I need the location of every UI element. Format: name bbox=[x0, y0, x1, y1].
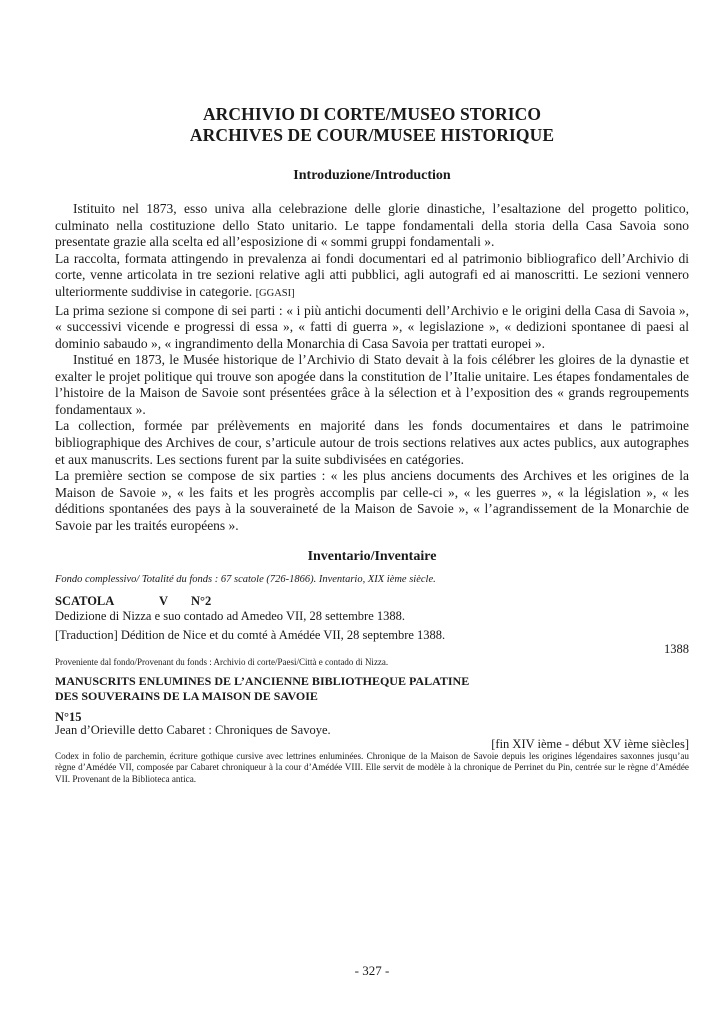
scatola-number: N°2 bbox=[191, 594, 212, 608]
scatola-header bbox=[55, 594, 211, 609]
fonds-summary: Fondo complessivo/ Totalité du fonds : 67 scatole (726-1866). Inventario, XIX ième siècle. bbox=[55, 574, 436, 585]
entry-year: 1388 bbox=[664, 642, 689, 656]
manuscript-number: N°15 bbox=[55, 710, 82, 724]
entry-french: [Traduction] Dédition de Nice et du comté à Amédée VII, 28 septembre 1388. bbox=[55, 628, 446, 642]
introduction-french bbox=[55, 352, 689, 535]
manuscript-date: [fin XIV ième - début XV ième siècles] bbox=[491, 737, 689, 751]
intro-fr-paragraph-2: La collection, formée par prélèvements en majorité dans les fonds documentaires et dans le patrimoine bibliographique des Archives de cour, s’articule autour de trois sections relatives aux actes publics, aux autographes et aux manuscrits. Les sections furent par la suite subdivisées en catégories. bbox=[55, 418, 689, 467]
entry-provenance: Proveniente dal fondo/Provenant du fonds : Archivio di corte/Paesi/Città e contado di Nizza. bbox=[55, 657, 389, 667]
scatola-label: SCATOLA bbox=[55, 594, 115, 608]
introduction-heading: Introduzione/Introduction bbox=[293, 168, 451, 183]
manuscripts-heading-line-1: MANUSCRITS ENLUMINES DE L’ANCIENNE BIBLIOTHEQUE PALATINE bbox=[55, 674, 470, 688]
intro-it-paragraph-2 bbox=[55, 251, 689, 303]
inventory-heading: Inventario/Inventaire bbox=[307, 549, 437, 564]
intro-it-paragraph-1: Istituito nel 1873, esso univa alla celebrazione delle glorie dinastiche, l’esaltazione del progetto politico, culminato nella costituzione dello Stato unitario. Le tappe fondamentali della storia della Casa Savoia sono presentate grazie alla scelta ed all’esposizione di « sommi gruppi fondamentali ». bbox=[55, 201, 689, 250]
intro-fr-paragraph-3: La première section se compose de six parties : « les plus anciens documents des Archives et les origines de la Maison de Savoie », « les faits et les progrès accomplis par celle-ci », « les guerres », « la législation », « les déditions spontanées des pays à la souveraineté de la Maison de Savoie », « l’agrandissement de la Monarchie de Savoie par les traités européens ». bbox=[55, 468, 689, 533]
introduction-italian bbox=[55, 201, 689, 352]
source-tag: [GGASI] bbox=[255, 287, 295, 299]
scatola-volume: V bbox=[159, 594, 169, 608]
manuscript-title: Jean d’Orieville detto Cabaret : Chroniques de Savoye. bbox=[55, 723, 331, 737]
intro-it-paragraph-3: La prima sezione si compone di sei parti : « i più antichi documenti dell’Archivio e le origini della Casa di Savoia », « successivi vicende e progressi di essa », « fatti di guerra », « legislazione », « dedizioni spontanee di paesi al dominio sabaudo », « ingrandimento della Monarchia di Casa Savoia per trattati europei ». bbox=[55, 302, 689, 351]
entry-italian: Dedizione di Nizza e suo contado ad Amedeo VII, 28 settembre 1388. bbox=[55, 609, 406, 623]
intro-it-paragraph-2-text: La raccolta, formata attingendo in prevalenza ai fondi documentari ed al patrimonio bibliografico dell’Archivio di corte, venne articolata in tre sezioni relative agli atti pubblici, agli autografi ed ai manoscritti. Le sezioni vennero ulteriormente suddivise in categorie. bbox=[55, 250, 689, 299]
page-number: - 327 - bbox=[354, 963, 390, 978]
page-title-french: ARCHIVES DE COUR/MUSEE HISTORIQUE bbox=[189, 125, 555, 145]
manuscript-description: Codex in folio de parchemin, écriture gothique cursive avec lettrines enluminées. Chronique de la Maison de Savoie depuis les origines légendaires saxonnes jusqu’au règne d’Amédée VII, composée par Cabaret chroniqueur à la cour d’Amédée VIII. Elle servit de modèle à la chronique de Perrinet du Pin, centrée sur le règne d’Amédée VII. Provenant de la Biblioteca antica. bbox=[55, 751, 689, 784]
manuscripts-heading-line-2: DES SOUVERAINS DE LA MAISON DE SAVOIE bbox=[55, 689, 318, 703]
intro-fr-paragraph-1: Institué en 1873, le Musée historique de l’Archivio di Stato devait à la fois célébrer les gloires de la dynastie et exalter le projet politique qui trouve son apogée dans la constitution de l’Italie unitaire. Les étapes fondamentales de l’histoire de la Maison de Savoie sont présentées grâce à la sélection et à l’exposition des « grands regroupements fondamentaux ». bbox=[55, 352, 689, 417]
page-title-italian: ARCHIVIO DI CORTE/MUSEO STORICO bbox=[202, 104, 542, 124]
